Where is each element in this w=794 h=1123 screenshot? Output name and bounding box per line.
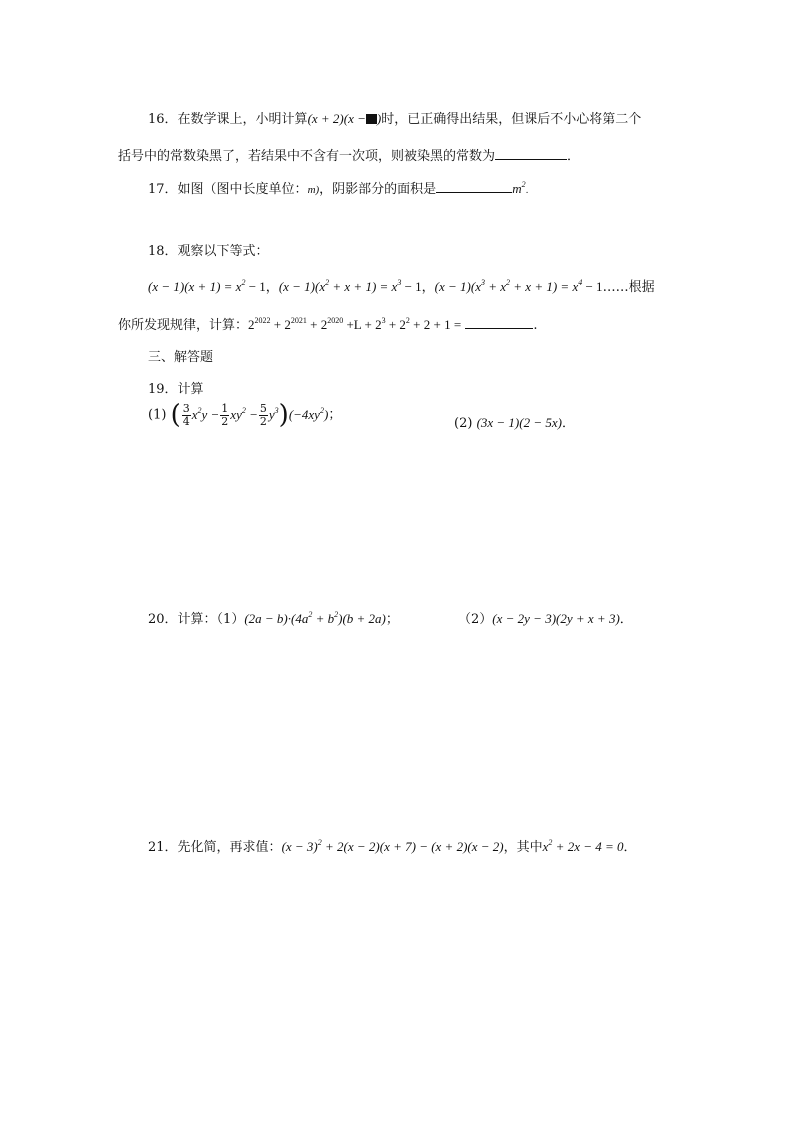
q19-t2a: xy — [230, 406, 242, 422]
q19-t1e: 2 — [197, 405, 202, 415]
q18-tail: ……根据 — [602, 280, 655, 295]
q18-eq2-l: (x − 1)(x — [278, 279, 326, 294]
q21-expr-e: 2 — [317, 838, 322, 847]
q19-frac3-den: 2 — [259, 414, 267, 428]
q16-number: 16． — [148, 112, 178, 127]
q18-sum-e1: 2022 — [254, 316, 271, 325]
q17-unit: m) — [307, 184, 320, 196]
q18-sum-b5: + 2 — [385, 317, 406, 332]
q18-sum-e3: 2020 — [327, 316, 344, 325]
q19-frac-3-4 — [182, 403, 191, 428]
q19-frac1-den: 4 — [182, 414, 190, 428]
q18-sum-b4: +L + 2 — [343, 317, 382, 332]
q20-p1-end: ； — [385, 612, 399, 627]
q19-frac2-num: 1 — [221, 401, 229, 415]
q21-expr — [282, 839, 504, 854]
q17-line — [148, 178, 528, 197]
q19-p2-label: (2) — [454, 416, 473, 431]
q18-number: 18． — [148, 244, 178, 259]
q18-eq3-m1: + x — [484, 279, 507, 294]
q18-sum-e2: 2021 — [290, 316, 307, 325]
q19-t2e: 2 — [241, 405, 246, 415]
q17-end: . — [525, 186, 529, 196]
ink-blot-icon — [366, 114, 377, 124]
q19-t4a: (−4xy — [288, 406, 320, 422]
q18-eq2-r: − 1 — [401, 279, 422, 294]
q18-sum-e5: 2 — [405, 316, 410, 325]
q18-sum-b3: + 2 — [306, 317, 328, 332]
q20-text: 计算：（1） — [177, 612, 245, 627]
q20-p2-end: ． — [619, 612, 633, 627]
q19-term2 — [230, 407, 258, 422]
q19-title: 计算 — [177, 382, 204, 397]
q18-eq1-r: − 1 — [245, 279, 266, 294]
q18-eq1-l: (x − 1)(x + 1) = x — [148, 279, 242, 294]
q19-p1-end: ； — [328, 407, 342, 423]
q19-t3a: y — [268, 406, 275, 422]
q18-sum-line — [118, 314, 537, 333]
q19-term1 — [192, 407, 220, 422]
q18-sum-b6: + 2 + 1 = — [409, 317, 462, 332]
q18-title: 观察以下等式： — [177, 244, 269, 259]
q19-term3 — [269, 407, 279, 422]
q19-t4b: ) — [323, 406, 329, 422]
q20-p1-a: (2a − b)·(4a — [244, 611, 309, 626]
q16-line1 — [148, 108, 641, 127]
q21-text: 先化简，再求值： — [177, 840, 282, 855]
q19-frac1-num: 3 — [182, 401, 190, 415]
q16-expr-a: (x + 2)(x − — [307, 111, 366, 126]
q19-t3e: 3 — [274, 405, 279, 415]
q18-eq1 — [148, 279, 266, 294]
q18-eq2-e2: 3 — [397, 278, 402, 287]
q19-frac3-num: 5 — [259, 401, 267, 415]
q21-expr-b: + 2(x − 2)(x + 7) − (x + 2)(x − 2) — [321, 839, 504, 854]
q19-frac-5-2 — [259, 403, 268, 428]
q19-frac2-den: 2 — [221, 414, 229, 428]
q16-text-a: 在数学课上，小明计算 — [177, 112, 308, 127]
q16-expr-b: ) — [376, 111, 382, 126]
q19-p2-expr: (3x − 1)(2 − 5x) — [476, 415, 562, 430]
q19-part2 — [454, 412, 575, 431]
q19-term4 — [289, 407, 329, 422]
q18-sum-b1: 2 — [248, 317, 255, 332]
q21-expr-a: (x − 3) — [281, 839, 318, 854]
q17-text-b: ，阴影部分的面积是 — [319, 182, 437, 197]
q19-title-line — [148, 378, 204, 397]
q19-p1-label: (1) — [148, 407, 167, 423]
q19-frac-1-2 — [220, 403, 229, 428]
q18-sep2: ， — [421, 280, 435, 295]
q18-eq3-l: (x − 1)(x — [434, 279, 481, 294]
q18-sum-e4: 3 — [381, 316, 386, 325]
q17-text-a: 如图（图中长度单位： — [177, 182, 308, 197]
q20-line — [148, 608, 399, 627]
q20-p1-c: )(b + 2a) — [338, 611, 386, 626]
q18-title-line — [148, 240, 269, 259]
q20-number: 20． — [148, 612, 178, 627]
q18-eq3-r: − 1 — [582, 279, 603, 294]
q21-cond — [543, 839, 624, 854]
q19-part1 — [148, 400, 341, 430]
q18-eq2 — [279, 279, 422, 294]
q17-answer-blank[interactable] — [436, 180, 512, 193]
close-paren-icon: ) — [278, 400, 289, 430]
q18-eq3-e1: 3 — [480, 278, 485, 287]
q20-p2-label: （2） — [458, 612, 493, 627]
q18-eq2-m: + x + 1) = x — [329, 279, 398, 294]
q20-p1-b: + b — [312, 611, 335, 626]
q20-part2 — [458, 608, 633, 627]
q21-end: ． — [623, 840, 637, 855]
q20-p1-e2: 2 — [334, 610, 339, 619]
q16-line2 — [118, 145, 580, 164]
q18-line2-text: 你所发现规律，计算： — [118, 318, 249, 333]
q17-unit2-base: m — [512, 181, 522, 196]
q18-eq3 — [435, 279, 603, 294]
q21-text-b: ，其中 — [503, 840, 543, 855]
q18-eq3-e2: 2 — [506, 278, 511, 287]
q17-unit2-exp: 2 — [521, 180, 526, 189]
q17-unit2 — [512, 181, 525, 196]
q18-sep1: ， — [265, 280, 279, 295]
q16-end: ． — [567, 149, 581, 164]
q20-p1-e1: 2 — [308, 610, 313, 619]
q19-t2b: − — [245, 406, 258, 422]
q16-text-c: 括号中的常数染黑了，若结果中不含有一次项，则被染黑的常数为 — [118, 149, 496, 164]
q18-answer-blank[interactable] — [465, 316, 533, 329]
q18-sum — [248, 317, 461, 332]
section-title: 三、解答题 — [148, 350, 214, 365]
open-paren-icon: ( — [170, 400, 181, 430]
q16-answer-blank[interactable] — [495, 147, 567, 160]
q19-t1b: y − — [201, 406, 220, 422]
q18-eq2-e1: 2 — [325, 278, 330, 287]
q18-sum-b2: + 2 — [270, 317, 291, 332]
q18-eq3-e3: 4 — [578, 278, 583, 287]
q21-cond-b: + 2x − 4 = 0 — [552, 839, 624, 854]
q21-cond-e: 2 — [548, 838, 553, 847]
q18-eq3-m2: + x + 1) = x — [510, 279, 579, 294]
q20-p2-expr: (x − 2y − 3)(2y + x + 3) — [492, 611, 620, 626]
q17-number: 17． — [148, 182, 178, 197]
q18-equations — [148, 276, 655, 295]
q19-p2-end: ． — [561, 416, 575, 431]
q18-eq1-e: 2 — [241, 278, 246, 287]
q20-p1 — [244, 611, 386, 626]
q21-cond-a: x — [542, 839, 549, 854]
q21-line — [148, 836, 637, 855]
q19-number: 19． — [148, 382, 178, 397]
q19-t4e: 2 — [319, 405, 324, 415]
q19-t1a: x — [191, 406, 198, 422]
q16-text-b: 时，已正确得出结果，但课后不小心将第二个 — [381, 112, 642, 127]
q21-number: 21． — [148, 840, 178, 855]
q18-end: . — [533, 318, 538, 333]
